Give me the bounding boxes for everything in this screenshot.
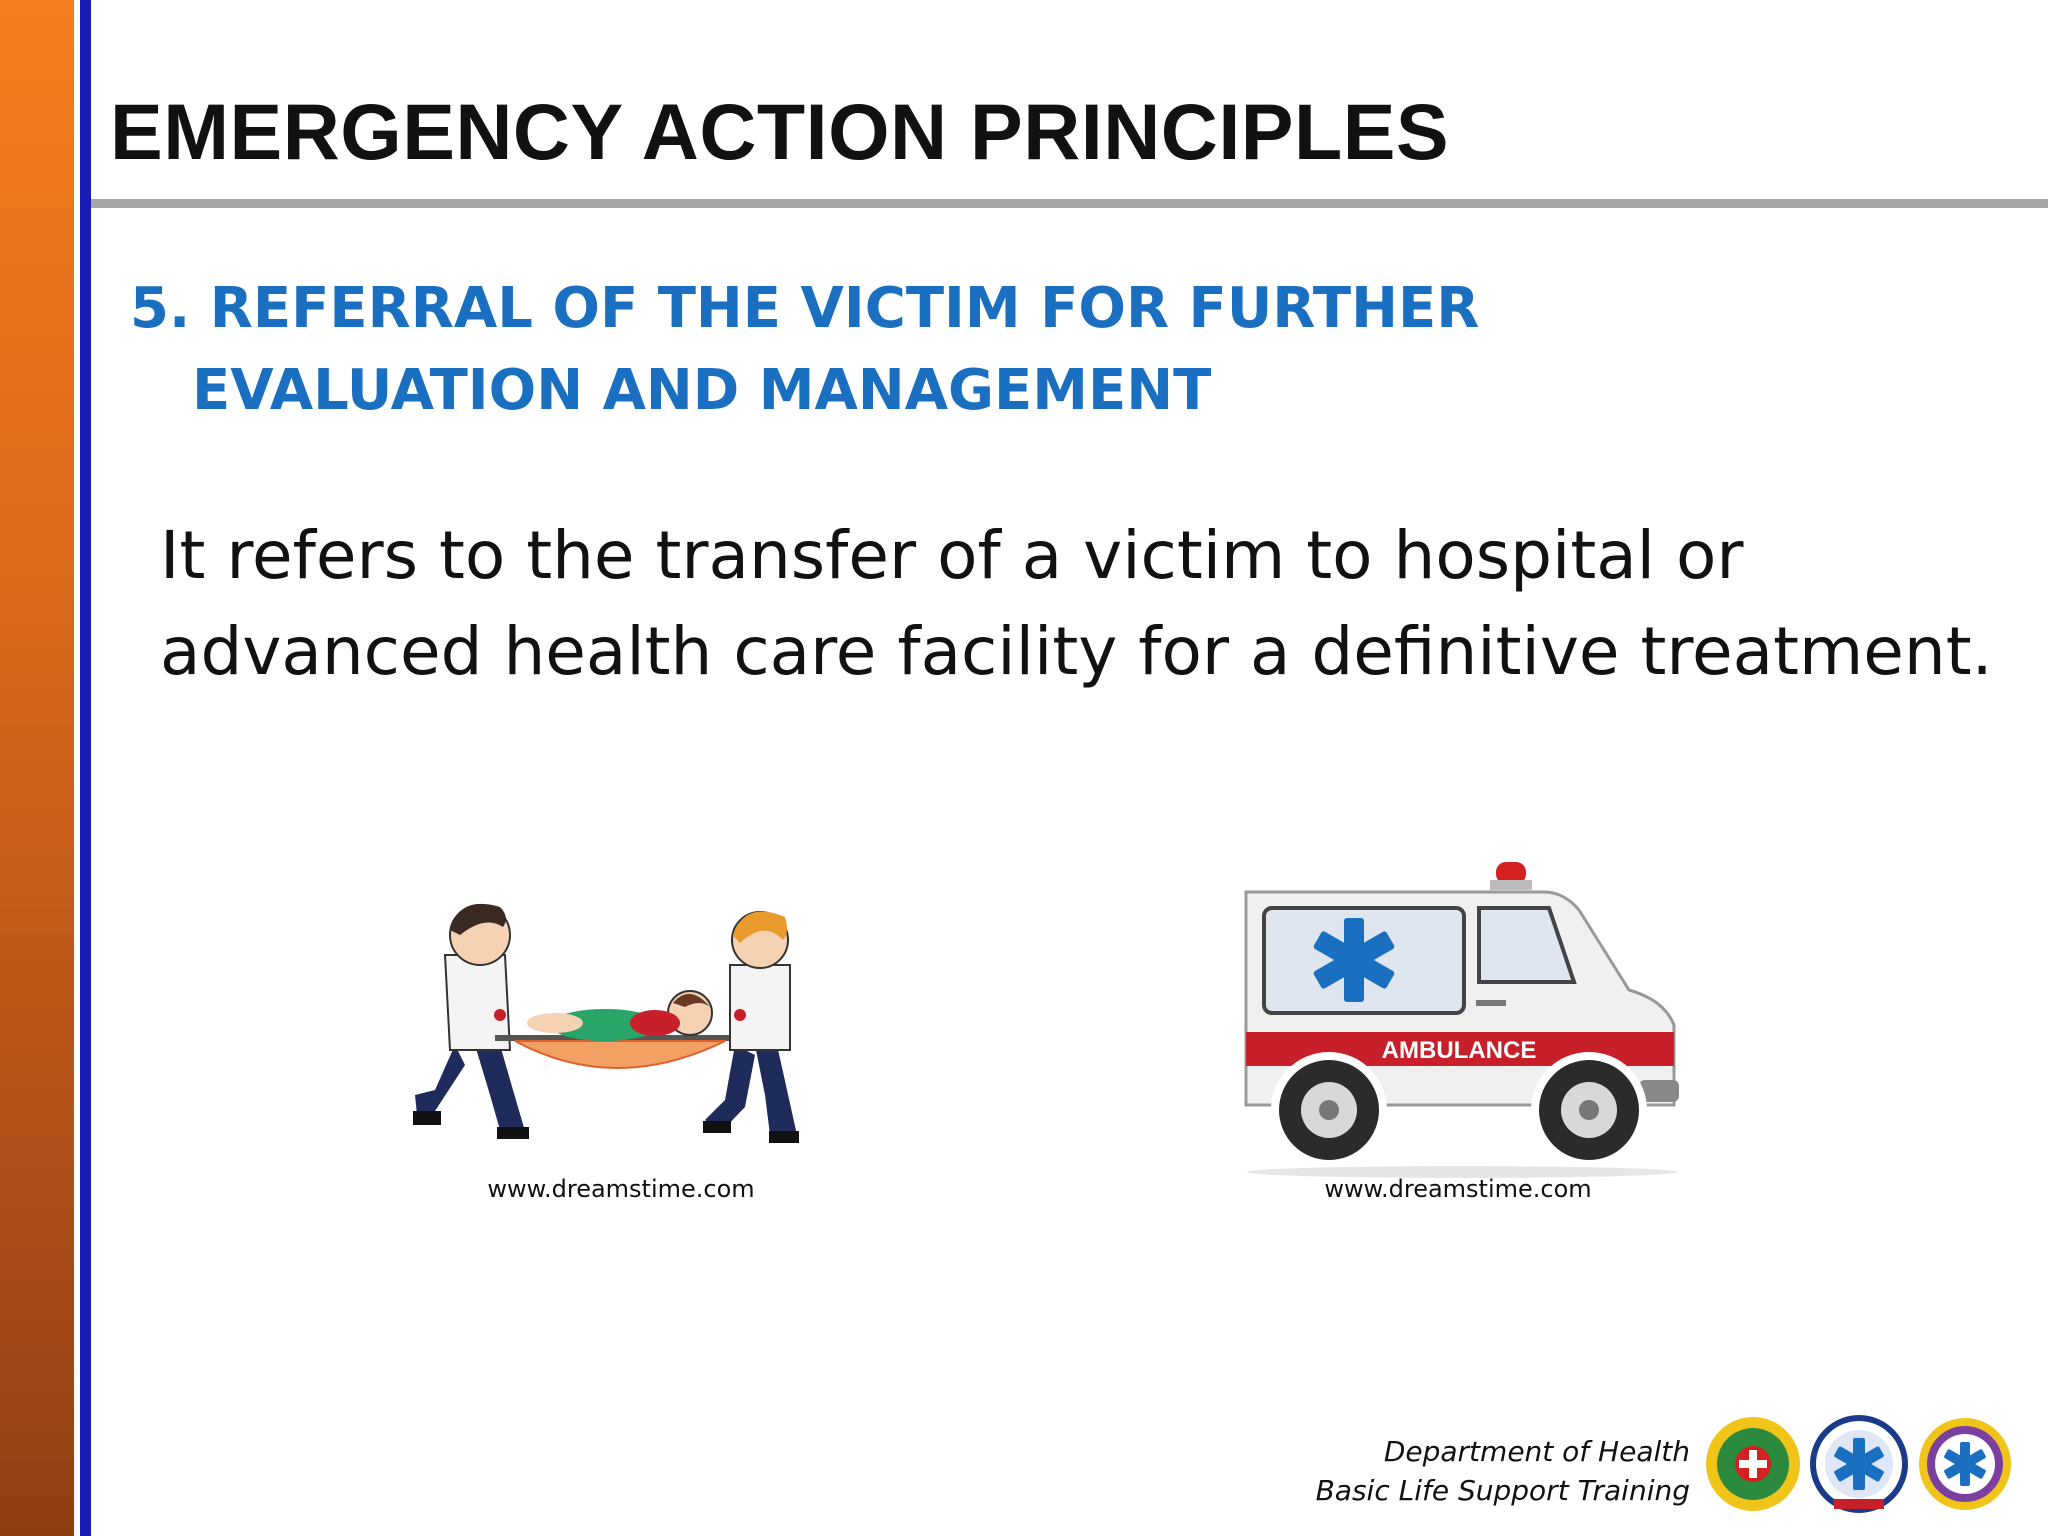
ems-seal-icon — [1810, 1415, 1908, 1513]
left-blue-line — [80, 0, 91, 1536]
stretcher-carry-illustration — [405, 895, 805, 1160]
body-paragraph — [160, 508, 2020, 700]
ambulance-label: AMBULANCE — [1381, 1037, 1537, 1064]
ambulance-image-caption: www.dreamstime.com — [1324, 1175, 1592, 1203]
doh-seal-icon — [1704, 1415, 1802, 1513]
slide-title: EMERGENCY ACTION PRINCIPLES — [110, 87, 1450, 176]
title-divider — [91, 199, 2048, 208]
stretcher-image-caption: www.dreamstime.com — [487, 1175, 755, 1203]
ambulance-illustration — [1234, 850, 1690, 1180]
subtitle-line-1: 5. REFERRAL OF THE VICTIM FOR FURTHER — [130, 276, 1480, 341]
footer-line-2: Basic Life Support Training — [1315, 1474, 1690, 1507]
bls-seal-icon — [1916, 1415, 2014, 1513]
footer-credit — [1316, 1432, 1690, 1510]
body-line-2: advanced health care facility for a definitive treatment. — [160, 613, 1993, 690]
left-orange-bar — [0, 0, 74, 1536]
slide-subtitle — [130, 268, 1479, 432]
footer-line-1: Department of Health — [1383, 1435, 1690, 1468]
subtitle-line-2: EVALUATION AND MANAGEMENT — [192, 358, 1212, 423]
body-line-1: It refers to the transfer of a victim to hospital or — [160, 517, 1744, 594]
